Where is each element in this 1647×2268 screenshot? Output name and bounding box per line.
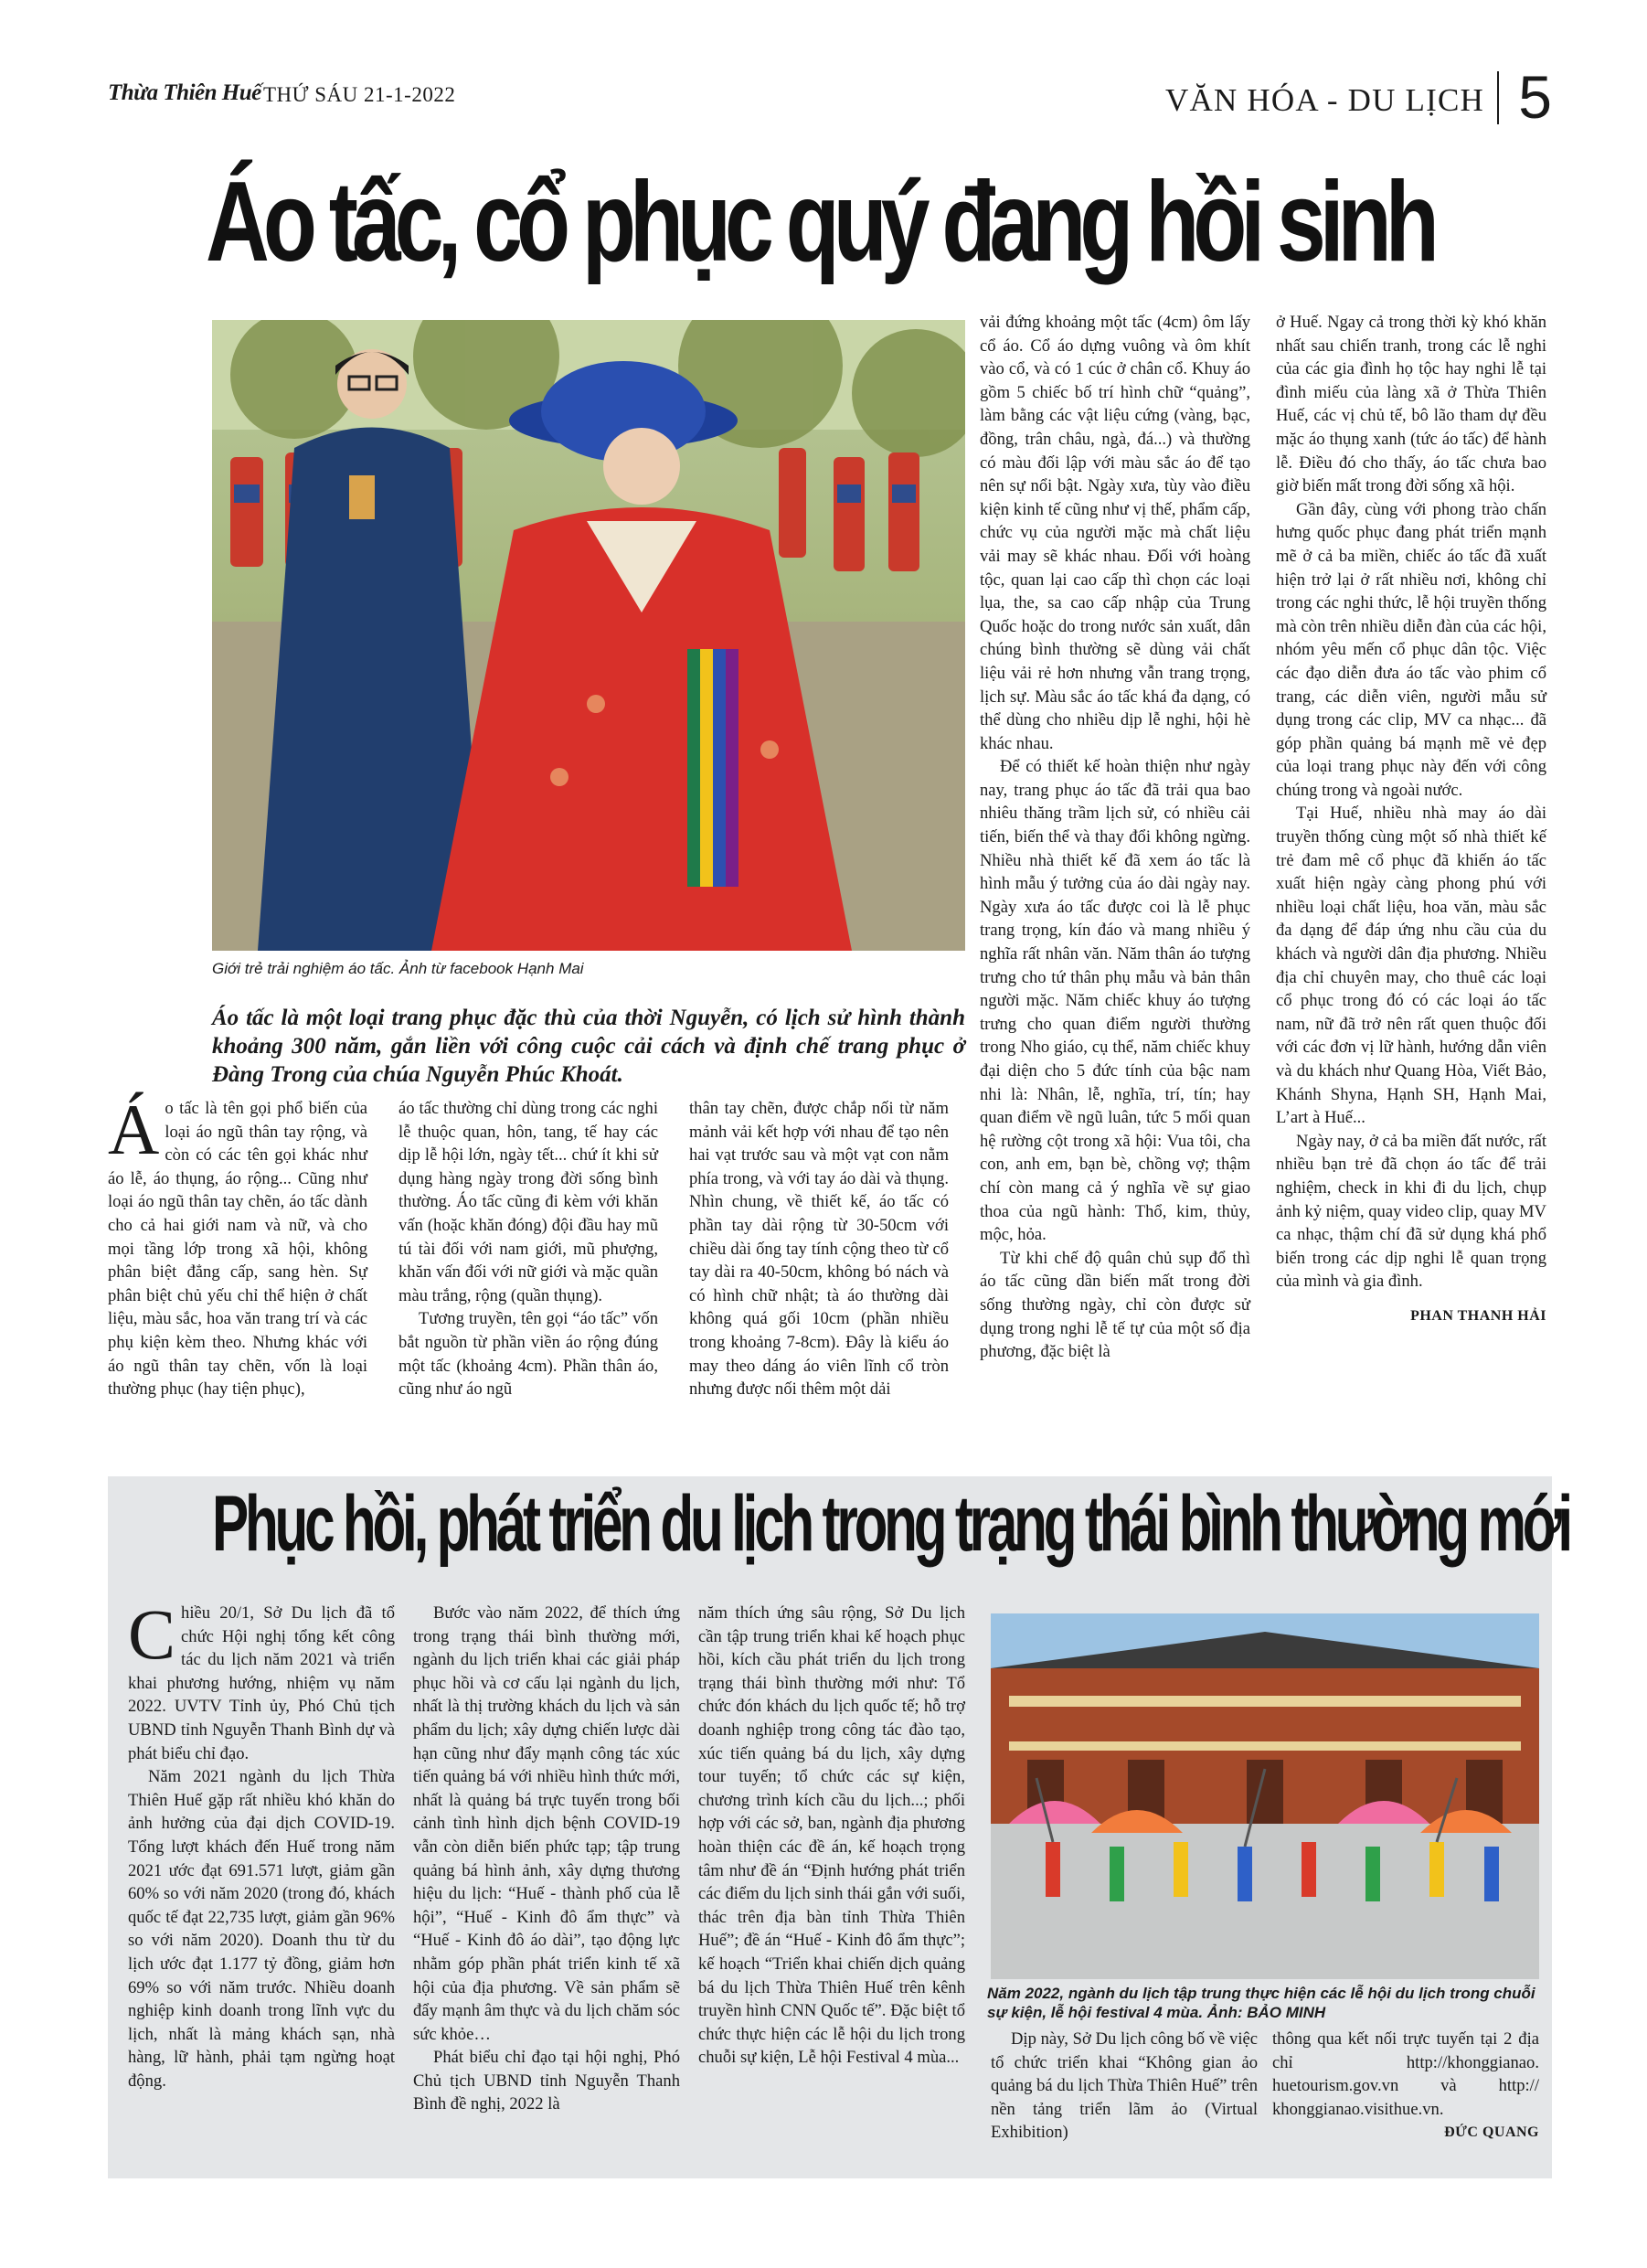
festival-photo-illustration: [991, 1613, 1539, 1979]
article1-col4-p2: Để có thiết kế hoàn thiện như ngày nay, trang phục áo tấc đã trải qua bao nhiêu thăng trầm lịch sử, có nhiều cải tiến, biến thể và thay đổi không ngừng. Nhiều nhà thiết kế đã xem áo tấc là hình mẫu ý tưởng của áo dài ngày nay. Ngày xưa áo tấc được coi là lễ phục trang trọng, kín đáo và mang nhiều ý nghĩa rất nhân văn. Năm thân áo tượng trưng cho tứ thân phụ mẫu và bản thân người mặc. Năm chiếc khuy áo tượng trưng cho quan điểm người thường trong Nho giáo, cụ thể, năm chiếc khuy đại diện cho 5 đức tính của bậc nam nhi là: Nhân, lễ, nghĩa, trí, tín; hay quan điểm về ngũ luân, tức 5 mối quan hệ rường cột trong xã hội: Vua tôi, cha con, anh em, bạn bè, chồng vợ; thậm chí còn mang cả ý nghĩa về sự giao thoa của ngũ hành: Thổ, kim, thủy, mộc, hỏa.: [980, 757, 1250, 1245]
article2-col1-p2: Năm 2021 ngành du lịch Thừa Thiên Huế gặp rất nhiều khó khăn do ảnh hưởng của đại dịch COVID-19. Tổng lượt khách đến Huế trong năm 2021 ước đạt 691.571 lượt, giảm gần 60% so với năm 2020 (trong đó, khách quốc tế đạt 22,735 lượt, giảm gần 96% so với năm 2020). Doanh thu từ du lịch ước đạt 1.177 tỷ đồng, giảm hơn 69% so với năm trước. Nhiều doanh nghiệp kinh doanh trong lĩnh vực du lịch, nhất là mảng khách sạn, nhà hàng, lữ hành, phải tạm ngừng hoạt động.: [128, 1767, 395, 2091]
article1-lead: Áo tấc là một loại trang phục đặc thù của thời Nguyễn, có lịch sử hình thành khoảng 300 năm, gắn liền với công cuộc cải cách và định chế trang phục ở Đàng Trong của chúa Nguyễn Phúc Khoát.: [212, 1006, 965, 1087]
couple-photo-illustration: [212, 320, 965, 951]
article1-title: Áo tấc, cổ phục quý đang hồi sinh: [206, 159, 1433, 285]
article1-column-4: [980, 311, 1250, 1364]
article1-column-3: [689, 1097, 949, 1401]
article1-column-5: [1276, 311, 1546, 1328]
page-number: 5: [1518, 63, 1552, 131]
article1-col2-p1: áo tấc thường chỉ dùng trong các nghi lễ thuộc quan, hôn, tang, tế hay các dịp lễ hội lớn, ngày tết... chứ ít khi sử dụng hàng ngày trong đời sống bình thường. Áo tấc cũng đi kèm với khăn vấn (hoặc khăn đóng) đội đầu hay mũ tú tài đối với nam giới, mũ phượng, khăn vấn đối với nữ giới và mặc quần màu trắng, rộng (quần thụng).: [398, 1099, 658, 1305]
header-divider: [1497, 71, 1499, 124]
article2-byline: ĐỨC QUANG: [1444, 2124, 1539, 2141]
section-name: VĂN HÓA - DU LỊCH: [1165, 82, 1484, 118]
article1-col4-p1: vải đứng khoảng một tấc (4cm) ôm lấy cổ áo. Cổ áo dựng vuông và ôm khít vào cổ, và có 1 cúc ở chân cổ. Khuy áo gồm 5 chiếc bố trí hình chữ “quảng”, làm bằng các vật liệu cứng (vàng, bạc, đồng, trân châu, ngà, đá...) và thường có màu đối lập với màu sắc áo để tạo nên sự nổi bật. Ngày xưa, tùy vào điều kiện kinh tế cũng như vị thế, phẩm cấp, chức vụ của người mặc mà chất liệu vải may sẽ khác nhau. Đối với hoàng tộc, quan lại cao cấp thì chọn các loại lụa, the, sa cao cấp nhập của Trung Quốc hoặc do trong nước sản xuất, dân chúng bình thường sẽ dùng vải chất liệu vải rẻ hơn nhưng vẫn trang trọng, lịch sự. Màu sắc áo tấc khá đa dạng, có thể dùng cho nhiều dịp lễ nghi, hội hè khác nhau.: [980, 313, 1250, 753]
article2-column-3: [698, 1602, 965, 2070]
article2-column-1: [128, 1594, 395, 2092]
drop-cap: Á: [108, 1090, 160, 1169]
article1-col5-p3: Tại Huế, nhiều nhà may áo dài truyền thống cùng một số nhà thiết kế trẻ đam mê cổ phục đã khiến áo tấc xuất hiện ngày càng phong phú với nhiều loại chất liệu, hoa văn, màu sắc đa dạng để đáp ứng nhu cầu của du khách và người dân địa phương. Nhiều địa chỉ chuyên may, cho thuê các loại cổ phục trong đó có các loại áo tấc nam, nữ đã trở nên rất quen thuộc đối với các đơn vị lữ hành, hướng dẫn viên và du khách như Quang Hòa, Viết Bảo, Khánh Shyna, Hạnh SH, Hạnh Mai, L’art à Huế...: [1276, 804, 1546, 1128]
issue-date: THỨ SÁU 21-1-2022: [263, 83, 456, 106]
article2-col4-text: Dịp này, Sở Du lịch công bố về việc tổ chức triển khai “Không gian ảo quảng bá du lịch Thừa Thiên Huế” trên nền tảng triển lãm ảo (Virtual Exhibition): [991, 2029, 1258, 2143]
article1-col1-text: o tấc là tên gọi phổ biến của loại áo ngũ thân tay rộng, và còn có các tên gọi khác như áo lễ, áo thụng, áo rộng... Cũng như loại áo ngũ thân tay chẽn, áo tấc dành cho cả hai giới nam và nữ, và cho mọi tầng lớp trong xã hội, không phân biệt đẳng cấp, sang hèn. Sự phân biệt chủ yếu chỉ thể hiện ở chất liệu, màu sắc, hoa văn trang trí và các phụ kiện kèm theo. Nhưng khác với áo ngũ thân tay chẽn, vốn là loại thường phục (hay tiện phục),: [108, 1099, 367, 1400]
page-header: [108, 63, 1552, 131]
article1-photo: [212, 320, 965, 951]
article1-byline: PHAN THANH HẢI: [1410, 1307, 1546, 1324]
article2-col2-p1: Bước vào năm 2022, để thích ứng trong trạng thái bình thường mới, ngành du lịch triển khai các giải pháp phục hồi và cơ cấu lại ngành du lịch, nhất là thị trường khách du lịch và sản phẩm du lịch; xây dựng chiến lược dài hạn cũng như đẩy mạnh công tác xúc tiến quảng bá với nhiều hình thức mới, nhất là quảng bá trực tuyến trong bối cảnh tình hình dịch bệnh COVID-19 vẫn còn diễn biến phức tạp; tập trung quảng bá hình ảnh, xây dựng thương hiệu du lịch: “Huế - thành phố của lễ hội”, “Huế - Kinh đô ẩm thực” và “Huế - Kinh đô áo dài”, tạo động lực nhằm góp phần phát triển kinh tế xã hội của địa phương. Về sản phẩm sẽ đẩy mạnh âm thực và du lịch chăm sóc sức khỏe…: [413, 1603, 680, 2044]
article2-col5-text: thông qua kết nối trực tuyến tại 2 địa chỉ http://khonggianao. huetourism.gov.vn và http:// khonggianao.visithue.vn.: [1272, 2029, 1539, 2119]
article1-col5-p1: ở Huế. Ngay cả trong thời kỳ khó khăn nhất sau chiến tranh, trong các lễ nghi của các gia đình họ tộc hay nghi lễ tại đình miếu của làng xã ở Thừa Thiên Huế, các vị chủ tế, bô lão tham dự đều mặc áo thụng xanh (tức áo tấc) để hành lễ. Điều đó cho thấy, áo tấc chưa bao giờ biến mất trong đời sống xã hội.: [1276, 313, 1546, 496]
article2-col1-p1: hiều 20/1, Sở Du lịch đã tổ chức Hội nghị tổng kết công tác du lịch năm 2021 và triển khai phương hướng, nhiệm vụ năm 2022. UVTV Tỉnh ủy, Phó Chủ tịch UBND tỉnh Nguyễn Thanh Bình dự và phát biểu chỉ đạo.: [128, 1603, 395, 1763]
article2-title: Phục hồi, phát triển du lịch trong trạng thái bình thường mới: [212, 1480, 1569, 1568]
article2-col3-text: năm thích ứng sâu rộng, Sở Du lịch cần tập trung triển khai kế hoạch phục hồi, kích cầu phát triển du lịch trong trạng thái bình thường mới như: Tổ chức đón khách du lịch quốc tế; hỗ trợ doanh nghiệp trong công tác đào tạo, xúc tiến quảng bá du lịch, xây dựng tour tuyến; tổ chức các sự kiện, chương trình kích cầu du lịch...; phối hợp với các sở, ban, ngành địa phương hoàn thiện các đề án, kế hoạch trọng tâm như đề án “Định hướng phát triển các điểm du lịch sinh thái gắn với suối, thác trên địa bàn tỉnh Thừa Thiên Huế”; đề án “Huế - Kinh đô ẩm thực”; kế hoạch “Triển khai chiến dịch quảng bá du lịch Thừa Thiên Huế trên kênh truyền hình CNN Quốc tế”. Đặc biệt tổ chức thực hiện các lễ hội du lịch trong chuỗi sự kiện, Lễ hội Festival 4 mùa...: [698, 1603, 965, 2068]
newspaper-name: Thừa Thiên Huế: [108, 80, 261, 105]
article1-col2-p2: Tương truyền, tên gọi “áo tấc” vốn bắt nguồn từ phần viền áo rộng đúng một tấc (khoảng 4cm). Phần thân áo, cũng như áo ngũ: [398, 1309, 658, 1400]
article2-photo-caption: Năm 2022, ngành du lịch tập trung thực hiện các lễ hội du lịch trong chuỗi sự kiện, lễ hội festival 4 mùa. Ảnh: BẢO MINH: [987, 1985, 1535, 2021]
article1-col4-p3: Từ khi chế độ quân chủ sụp đổ thì áo tấc cũng dần biến mất trong đời sống thường ngày, chỉ còn được sử dụng trong nghi lễ tế tự của một số địa phương, đặc biệt là: [980, 1248, 1250, 1362]
article1-col5-p2: Gần đây, cùng với phong trào chấn hưng quốc phục đang phát triển mạnh mẽ ở cả ba miền, chiếc áo tấc đã xuất hiện trở lại ở rất nhiều nơi, không chỉ trong các nghi thức, lễ hội truyền thống mà còn trên nhiều diễn đàn của các hội, nhóm yêu mến cổ phục dân tộc. Việc các đạo diễn đưa áo tấc vào phim cổ trang, các diễn viên, người mẫu sử dụng trong các clip, MV ca nhạc... đã góp phần quảng bá mạnh mẽ vẻ đẹp của loại trang phục này đến với công chúng trong và ngoài nước.: [1276, 499, 1546, 800]
article2-photo: [991, 1613, 1539, 1979]
article1-col3-text: thân tay chẽn, được chắp nối từ năm mảnh vải kết hợp với nhau để tạo nên hai vạt trước sau và một vạt con nằm phía trong, và với tay áo dài và thụng. Nhìn chung, về thiết kế, áo tấc có phần tay dài rộng từ 30-50cm với chiều dài ống tay tính cộng theo từ cổ tay dài ra 40-50cm, không bó nách và có hình chữ nhật; tà áo thường dài không quá gối 10cm (phần nhiều trong khoảng 7-8cm). Đây là kiểu áo may theo dáng áo viên lĩnh cổ tròn nhưng được nối thêm một dải: [689, 1099, 949, 1400]
drop-cap: C: [128, 1594, 176, 1674]
article2-col2-p2: Phát biểu chỉ đạo tại hội nghị, Phó Chủ tịch UBND tỉnh Nguyễn Thanh Bình đề nghị, 2022 là: [413, 2048, 680, 2114]
article1-column-1: [108, 1090, 367, 1401]
article1-photo-caption: Giới trẻ trải nghiệm áo tấc. Ảnh từ facebook Hạnh Mai: [212, 960, 584, 977]
article2-column-5: [1272, 2028, 1539, 2145]
article2-column-2: [413, 1602, 680, 2116]
article1-col5-p4: Ngày nay, ở cả ba miền đất nước, rất nhiều bạn trẻ đã chọn áo tấc để trải nghiệm, check in khi đi du lịch, chụp ảnh kỷ niệm, quay video clip, quay MV ca nhạc, thậm chí đã sử dụng khá phổ biến trong các dịp nghi lễ quan trọng của mình và gia đình.: [1276, 1131, 1546, 1292]
article2-column-4: [991, 2028, 1258, 2145]
article1-column-2: [398, 1097, 658, 1401]
